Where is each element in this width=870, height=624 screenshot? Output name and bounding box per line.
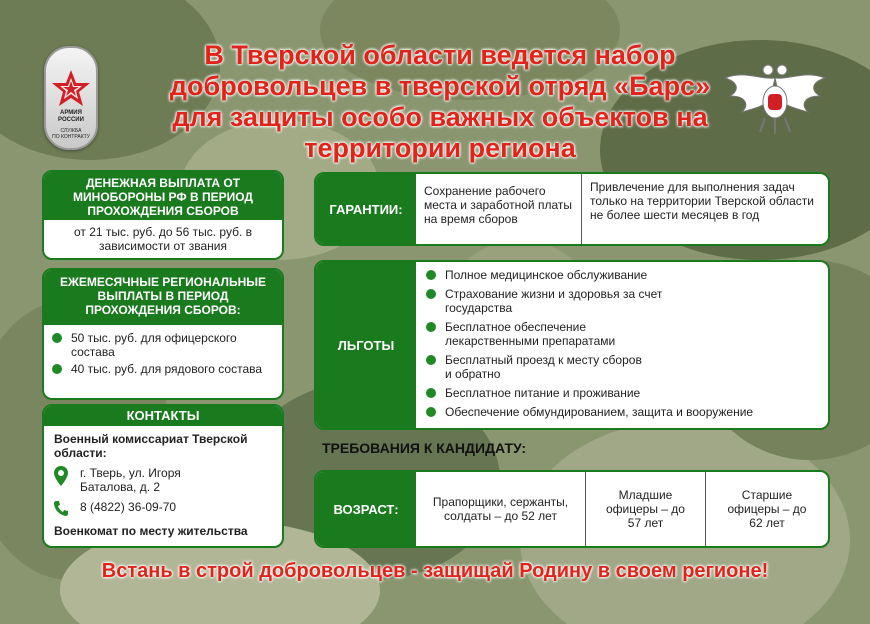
location-pin-icon [54,466,68,486]
contacts-org: Военный комиссариат Тверской области: [54,432,248,460]
star-logo-icon [51,68,91,108]
list-item [426,268,753,282]
age-cell: Прапорщики, сержанты, солдаты – до 52 лет [416,472,586,546]
payment-card [42,170,284,260]
list-item-text: 50 тыс. руб. для офицерского состава [71,331,237,359]
list-item-text: 40 тыс. руб. для рядового состава [71,362,263,376]
regional-heading: ЕЖЕМЕСЯЧНЫЕ РЕГИОНАЛЬНЫЕ ВЫПЛАТЫ В ПЕРИОД ПРОХОЖДЕНИЯ СБОРОВ: [44,270,282,325]
guarantees-card [314,172,830,246]
army-logo [44,46,98,150]
list-item [426,320,753,348]
list-item-text: Обеспечение обмундированием, защита и вооружение [445,405,754,419]
bullet-icon [426,355,436,365]
eagle-emblem-icon [720,60,830,140]
regional-payments-card [42,268,284,400]
logo-line4: ПО КОНТРАКТУ [52,134,90,140]
list-item [52,362,274,376]
bullet-icon [426,322,436,332]
age-cell: Старшие офицеры – до 62 лет [727,488,807,530]
list-item-text: Страхование жизни и здоровья за счет государства [445,287,663,315]
bullet-icon [52,364,62,374]
list-item-text: Бесплатный проезд к месту сборов и обратно [445,353,642,381]
slogan: Встань в строй добровольцев - защищай Родину в своем регионе! [101,560,769,582]
bullet-icon [426,289,436,299]
list-item [426,386,753,400]
age-label: ВОЗРАСТ: [316,472,416,546]
age-card [314,470,830,548]
list-item-text: Бесплатное обеспечение лекарственными препаратами [445,320,616,348]
requirements-title: ТРЕБОВАНИЯ К КАНДИДАТУ: [322,440,527,456]
bullet-icon [52,333,62,343]
payment-heading: ДЕНЕЖНАЯ ВЫПЛАТА ОТ МИНОБОРОНЫ РФ В ПЕРИОД ПРОХОЖДЕНИЯ СБОРОВ [44,172,282,220]
contacts-address: г. Тверь, ул. Игоря Баталова, д. 2 [80,466,181,494]
phone-icon [54,500,68,516]
contacts-phone: 8 (4822) 36-09-70 [80,500,177,514]
logo-line2: РОССИИ [58,117,84,123]
list-item [426,405,753,419]
list-item-text: Полное медицинское обслуживание [445,268,648,282]
list-item [52,331,274,359]
bullet-icon [426,407,436,417]
logo-line1: АРМИЯ [60,110,82,116]
page-title: В Тверской области ведется набор добровольцев в тверской отряд «Барс» для защиты особо важных объектов на территории региона [169,40,711,163]
logo-line3: СЛУЖБА [60,128,82,134]
list-item [426,287,753,315]
guarantees-label: ГАРАНТИИ: [316,174,416,244]
contacts-heading: КОНТАКТЫ [44,406,282,426]
guarantees-col2: Привлечение для выполнения задач только на территории Тверской области не более шести месяцев в год [590,180,814,222]
guarantees-col1: Сохранение рабочего места и заработной платы на время сборов [416,174,582,244]
list-item-text: Бесплатное питание и проживание [445,386,641,400]
benefits-card [314,260,830,430]
contacts-card [42,404,284,548]
list-item [426,353,753,381]
age-cell: Младшие офицеры – до 57 лет [586,472,706,546]
benefits-label: ЛЬГОТЫ [316,262,416,428]
bullet-icon [426,388,436,398]
payment-text: от 21 тыс. руб. до 56 тыс. руб. в зависимости от звания [74,225,252,253]
contacts-footer: Военкомат по месту жительства [54,524,248,538]
bullet-icon [426,270,436,280]
